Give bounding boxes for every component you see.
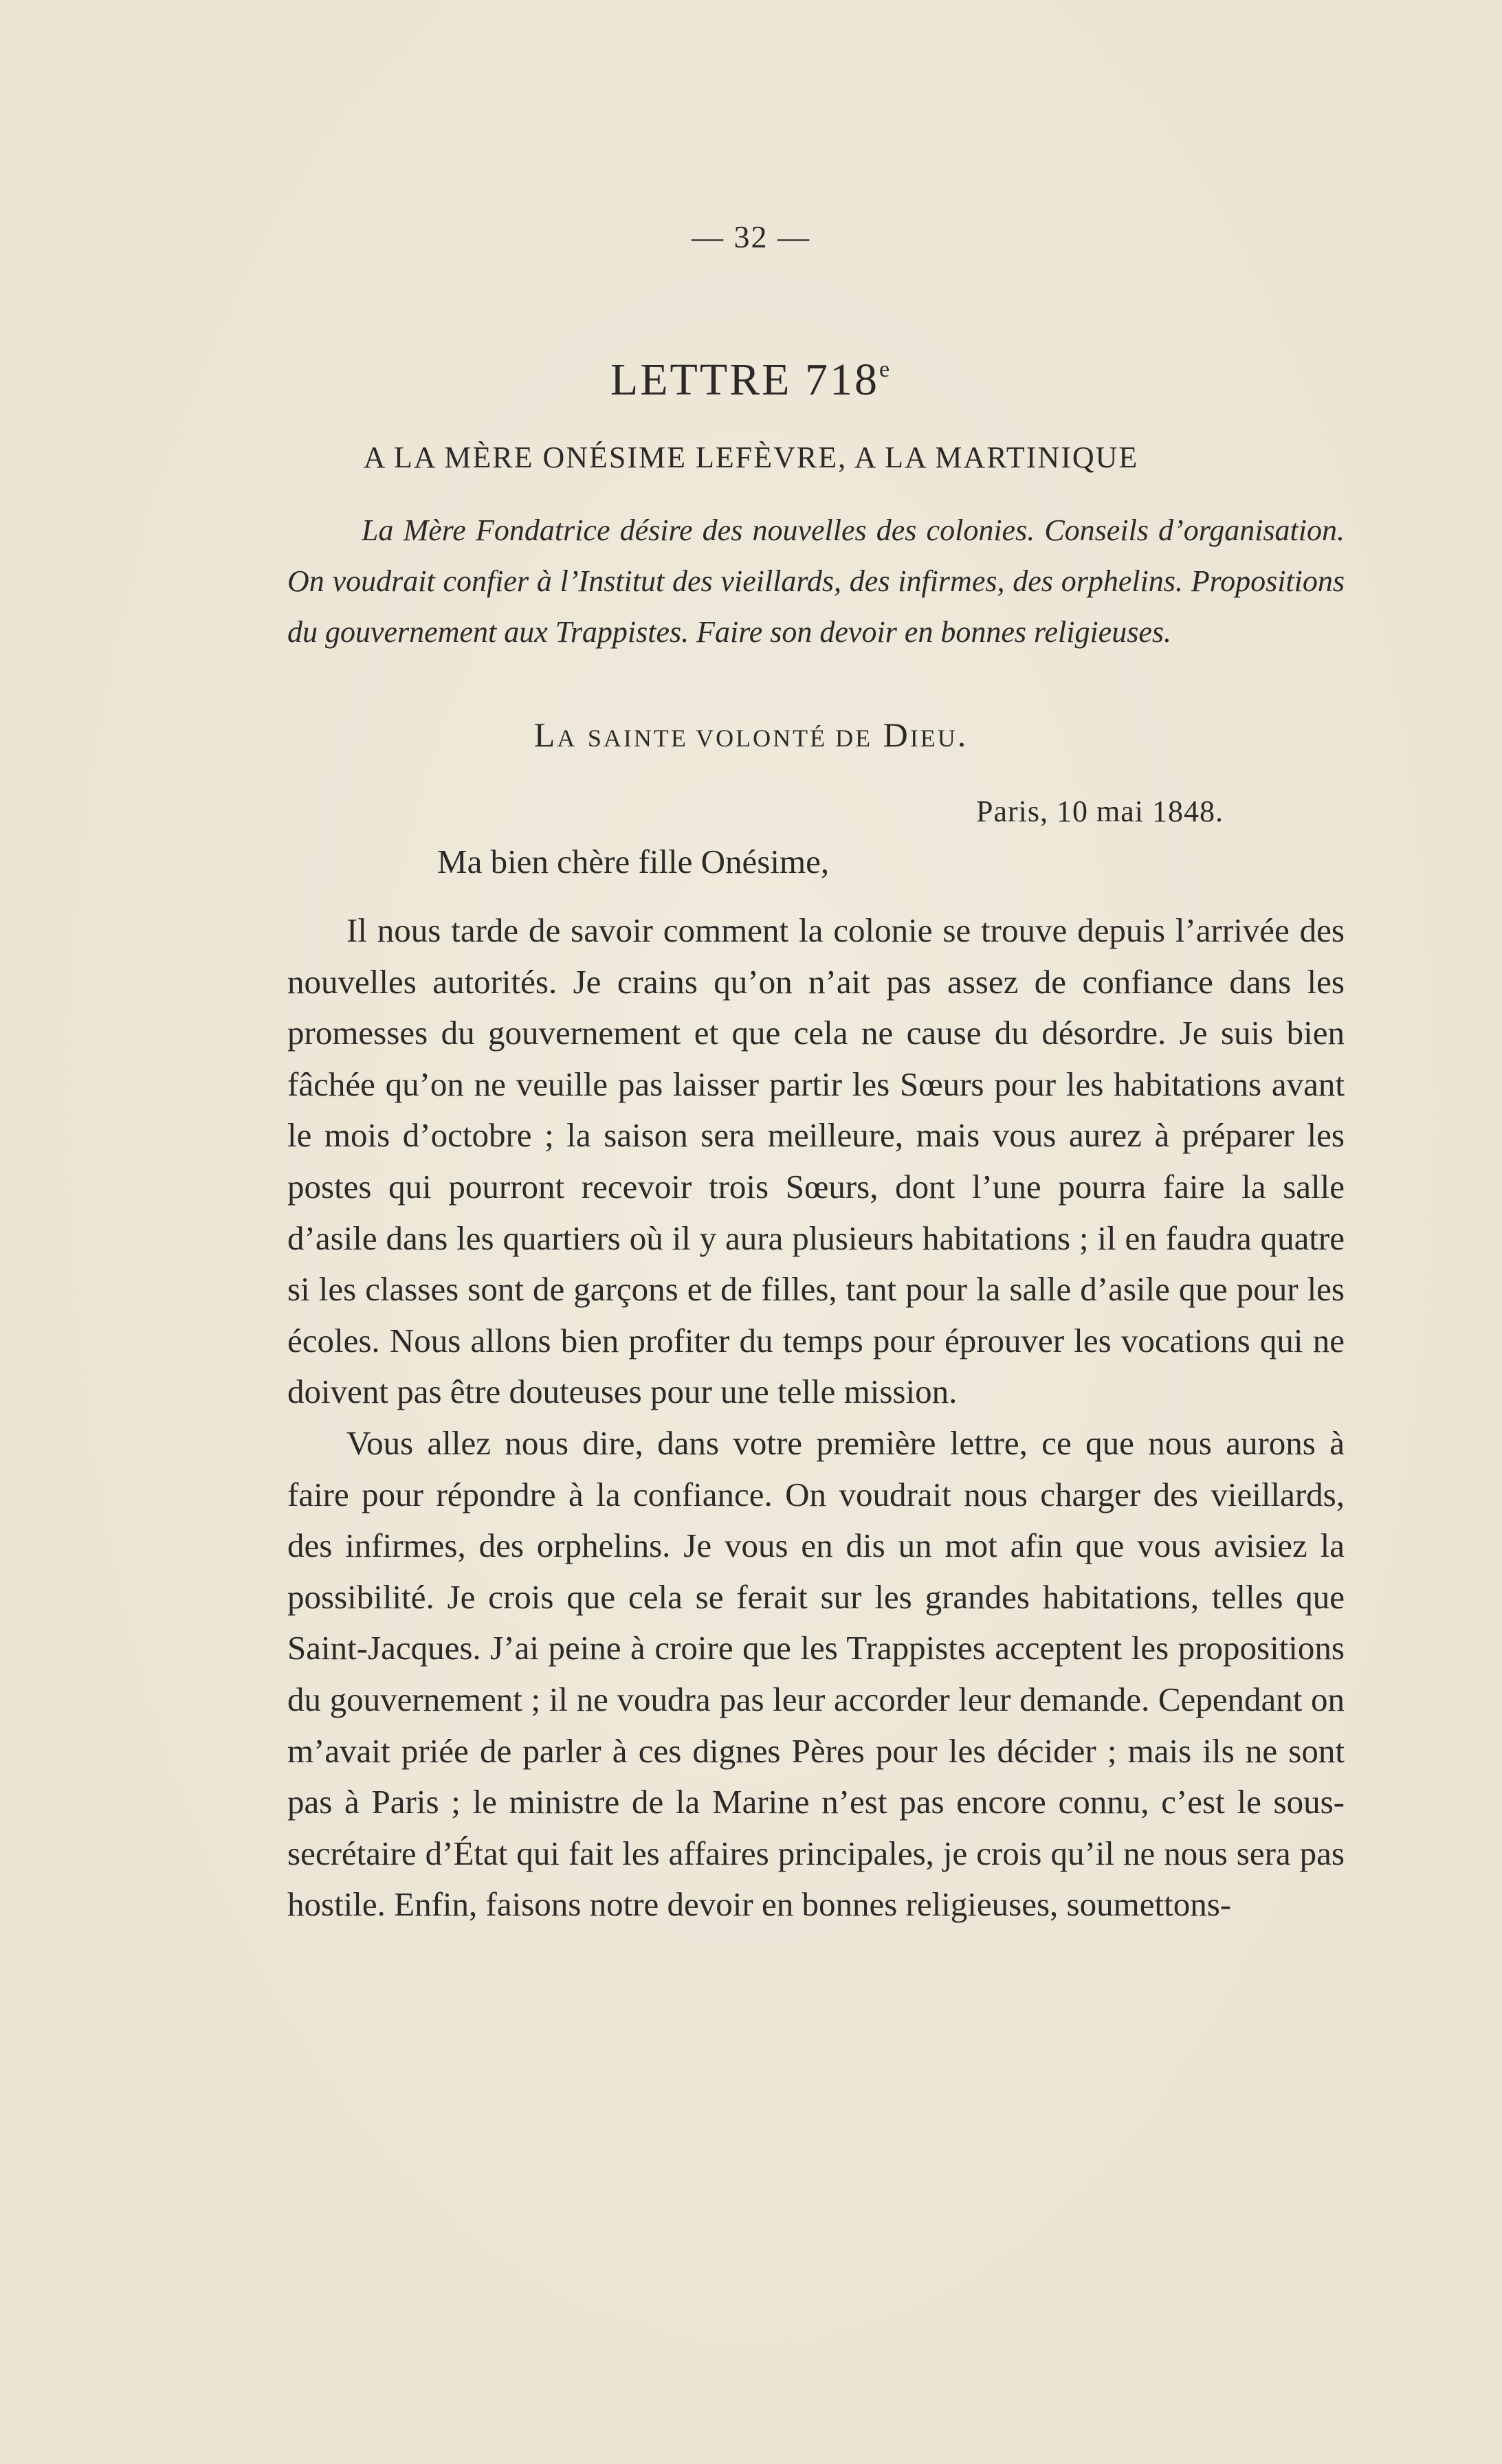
- motto-middle: SAINTE VOLONTÉ DE: [587, 724, 873, 752]
- dateline: Paris, 10 mai 1848.: [976, 795, 1224, 828]
- letter-title: [0, 354, 1502, 406]
- motto-dieu-initial: D: [883, 715, 910, 754]
- letter-title-superscript: e: [879, 357, 892, 382]
- letter-addressee: A LA MÈRE ONÉSIME LEFÈVRE, A LA MARTINIQUE: [363, 441, 1139, 474]
- letter-summary: La Mère Fondatrice désire des nouvelles des colonies. Conseils d’organisation. On voudrait confier à l’Institut des vieillards, des infirmes, des orphelins. Propositions du gouvernement aux Trappistes. Faire son devoir en bonnes religieuses.: [287, 513, 1345, 649]
- motto-end: .: [957, 715, 969, 754]
- motto-la-rest: A: [557, 724, 577, 752]
- motto: [0, 715, 1502, 755]
- motto-dieu-rest: IEU: [909, 724, 958, 752]
- page-number: — 32 —: [692, 219, 810, 254]
- letter-body: [287, 905, 1345, 1931]
- letter-title-text: LETTRE 718: [610, 355, 879, 405]
- salutation: Ma bien chère fille Onésime,: [437, 843, 830, 880]
- motto-la-initial: L: [533, 715, 557, 754]
- paragraph: Il nous tarde de savoir comment la colonie se trouve depuis l’arrivée des nouvelles autorités. Je crains qu’on n’ait pas assez de confiance dans les promesses du gouvernement et que cela ne cause du désordre. Je suis bien fâchée qu’on ne veuille pas laisser partir les Sœurs pour les habitations avant le mois d’octobre ; la saison sera meilleure, mais vous aurez à préparer les postes qui pourront recevoir trois Sœurs, dont l’une pourra faire la salle d’asile dans les quartiers où il y aura plusieurs habitations ; il en faudra quatre si les classes sont de garçons et de filles, tant pour la salle d’asile que pour les écoles. Nous allons bien profiter du temps pour éprouver les vocations qui ne doivent pas être douteuses pour une telle mission.: [287, 911, 1345, 1411]
- paragraph: Vous allez nous dire, dans votre première lettre, ce que nous aurons à faire pour répondre à la confiance. On voudrait nous charger des vieillards, des infirmes, des orphelins. Je vous en dis un mot afin que vous avisiez la possibilité. Je crois que cela se ferait sur les grandes habitations, telles que Saint-Jacques. J’ai peine à croire que les Trappistes acceptent les propositions du gouvernement ; il ne voudra pas leur accorder leur demande. Cependant on m’avait priée de parler à ces dignes Pères pour les décider ; mais ils ne sont pas à Paris ; le ministre de la Marine n’est pas encore connu, c’est le sous-secrétaire d’État qui fait les affaires principales, je crois qu’il ne nous sera pas hostile. Enfin, faisons notre devoir en bonnes religieuses, soumettons-: [287, 1423, 1345, 1924]
